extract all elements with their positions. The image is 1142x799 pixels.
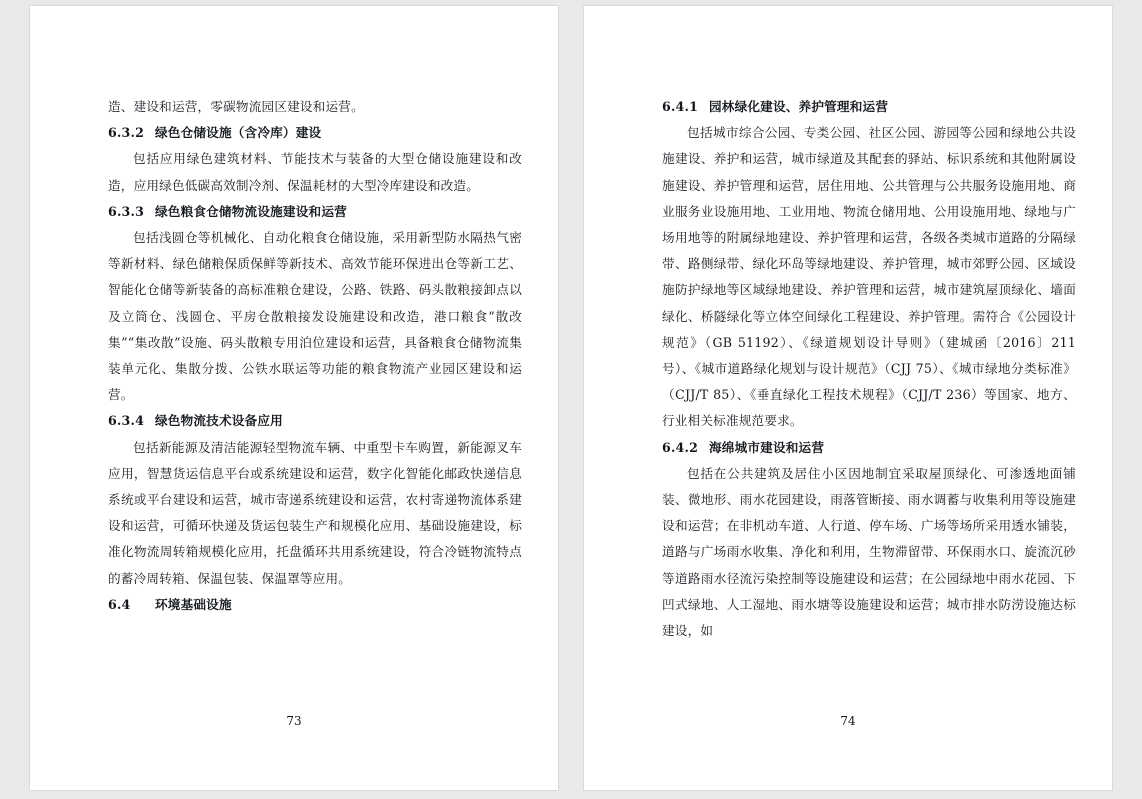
paragraph: 包括浅圆仓等机械化、自动化粮食仓储设施，采用新型防水隔热气密等新材料、绿色储粮保质保鲜等新技术、高效节能环保进出仓等新工艺、智能化仓储等新装备的高标准粮仓建设，公路、铁路、码头散粮接卸点以及立筒仓、浅圆仓、平房仓散粮接发设施建设和改造，港口粮食“散改集”“集改散”设施、码头散粮专用泊位建设和运营，具备粮食仓储物流集装单元化、集散分拨、公铁水联运等功能的粮食物流产业园区建设和运营。 (108, 230, 522, 403)
heading-number: 6.4.2 (662, 439, 699, 455)
heading-number: 6.3.4 (108, 413, 145, 429)
heading-number: 6.4.1 (662, 99, 699, 114)
paragraph: 造、建设和运营，零碳物流园区建设和运营。 (108, 99, 364, 114)
page-number: 73 (286, 714, 302, 728)
heading-title: 环境基础设施 (155, 596, 232, 612)
paragraph: 包括新能源及清洁能源轻型物流车辆、中重型卡车购置，新能源叉车应用，智慧货运信息平台或系统建设和运营，数字化智能化邮政快递信息系统或平台建设和运营，城市寄递系统建设和运营，农村寄递物流体系建设和运营，可循环快递及货运包装生产和规模化应用、基础设施建设，标准化物流周转箱规模化应用，托盘循环共用系统建设，符合冷链物流特点的蓄冷周转箱、保温包装、保温罩等应用。 (108, 439, 522, 586)
section-heading-6-4 (108, 592, 522, 618)
page-74-content (662, 94, 1076, 644)
heading-title: 园林绿化建设、养护管理和运营 (709, 99, 889, 114)
section-heading-6-4-2 (662, 435, 1076, 461)
section-heading-6-3-4 (108, 408, 522, 434)
document-page-73 (30, 6, 558, 790)
heading-number: 6.4 (108, 596, 131, 612)
heading-title: 绿色粮食仓储物流设施建设和运营 (155, 203, 347, 219)
page-73-content (108, 94, 522, 618)
heading-number: 6.3.3 (108, 203, 145, 219)
page-number: 74 (840, 714, 856, 728)
heading-number: 6.3.2 (108, 125, 145, 141)
document-page-74 (584, 6, 1112, 790)
paragraph: 包括在公共建筑及居住小区因地制宜采取屋顶绿化、可渗透地面铺装、微地形、雨水花园建设，雨落管断接、雨水调蓄与收集利用等设施建设和运营；在非机动车道、人行道、停车场、广场等场所采用透水铺装，道路与广场雨水收集、净化和利用，生物滞留带、环保雨水口、旋流沉砂等道路雨水径流污染控制等设施建设和运营；在公园绿地中雨水花园、下凹式绿地、人工湿地、雨水塘等设施建设和运营；城市排水防涝设施达标建设，如 (662, 465, 1076, 639)
section-heading-6-3-3 (108, 199, 522, 225)
section-heading-6-3-2 (108, 120, 522, 146)
heading-title: 海绵城市建设和运营 (709, 439, 825, 455)
heading-title: 绿色仓储设施（含冷库）建设 (155, 125, 322, 141)
heading-title: 绿色物流技术设备应用 (155, 413, 283, 429)
paragraph: 包括城市综合公园、专类公园、社区公园、游园等公园和绿地公共设施建设、养护和运营，城市绿道及其配套的驿站、标识系统和其他附属设施建设、养护管理和运营，居住用地、公共管理与公共服务设施用地、商业服务业设施用地、工业用地、物流仓储用地、公用设施用地、绿地与广场用地等的附属绿地建设、养护管理和运营，各级各类城市道路的分隔绿带、路侧绿带、绿化环岛等绿地建设、养护管理，城市郊野公园、区域设施防护绿地等区域绿地建设、养护管理和运营，城市建筑屋顶绿化、墙面绿化、桥隧绿化等立体空间绿化工程建设、养护管理。需符合《公园设计规范》（GB 51192）、《绿道规划设计导则》（建城函〔2016〕211 号）、《城市道路绿化规划与设计规范》（CJJ 75）、《城市绿地分类标准》（CJJ/T 85）、《垂直绿化工程技术规程》（CJJ/T 236）等国家、地方、行业相关标准规范要求。 (662, 125, 1076, 429)
paragraph: 包括应用绿色建筑材料、节能技术与装备的大型仓储设施建设和改造，应用绿色低碳高效制冷剂、保温耗材的大型冷库建设和改造。 (108, 151, 522, 193)
section-heading-6-4-1 (662, 94, 1076, 120)
